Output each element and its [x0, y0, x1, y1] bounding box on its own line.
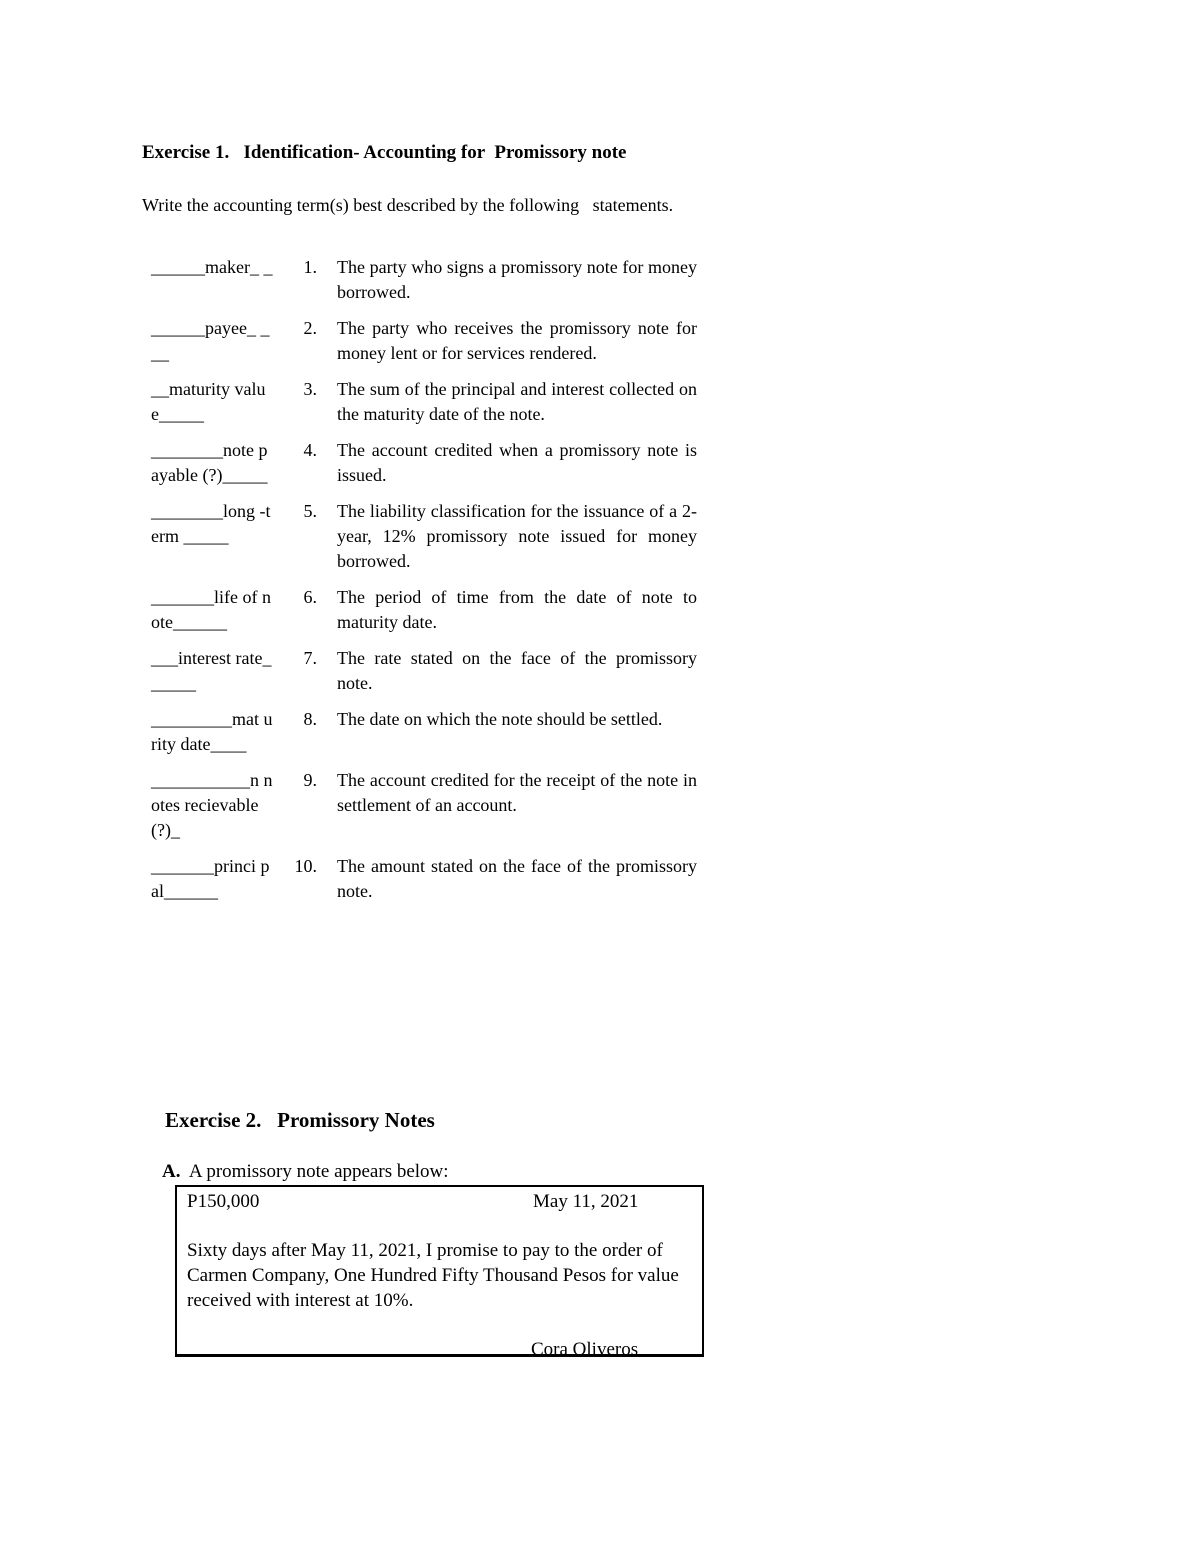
part-a-text: A promissory note appears below:: [180, 1161, 449, 1182]
list-item: [151, 316, 711, 366]
list-item: [151, 646, 711, 696]
note-body: Sixty days after May 11, 2021, I promise to pay to the order of Carmen Company, One Hundred Fifty Thousand Pesos for value received with interest at 10%.: [187, 1240, 679, 1311]
answer-text: _________mat urity date____: [151, 709, 273, 754]
item-statement: The rate stated on the face of the promissory note.: [337, 648, 697, 693]
item-statement: The account credited when a promissory note is issued.: [337, 440, 697, 485]
item-statement: The date on which the note should be settled.: [337, 709, 663, 729]
promissory-note-box: [175, 1185, 704, 1360]
exercise-2-title: Exercise 2. Promissory Notes: [165, 1108, 435, 1132]
note-signature: Cora Oliveros: [531, 1339, 639, 1360]
identification-list: [151, 255, 711, 915]
answer-text: ___interest rate______: [151, 648, 272, 693]
item-number: 2.: [303, 318, 317, 338]
answer-text: ______maker_ _: [151, 257, 273, 277]
item-number: 8.: [303, 709, 317, 729]
item-statement: The party who signs a promissory note for money borrowed.: [337, 257, 697, 302]
part-a-letter: A.: [162, 1161, 181, 1182]
item-statement: The party who receives the promissory note for money lent or for services rendered.: [337, 318, 697, 363]
answer-text: ______payee_ ___: [151, 318, 270, 363]
list-item: [151, 585, 711, 635]
note-date: May 11, 2021: [533, 1191, 639, 1212]
list-item: [151, 768, 711, 843]
item-number: 5.: [303, 501, 317, 521]
item-statement: The amount stated on the face of the promissory note.: [337, 856, 697, 901]
answer-text: __maturity value_____: [151, 379, 266, 424]
item-number: 9.: [303, 770, 317, 790]
item-number: 10.: [294, 856, 317, 876]
item-statement: The liability classification for the issuance of a 2-year, 12% promissory note issued for money borrowed.: [337, 501, 697, 571]
answer-text: _______princi pal______: [151, 856, 270, 901]
item-statement: The sum of the principal and interest collected on the maturity date of the note.: [337, 379, 697, 424]
item-statement: The account credited for the receipt of the note in settlement of an account.: [337, 770, 697, 815]
item-number: 1.: [303, 257, 317, 277]
item-number: 3.: [303, 379, 317, 399]
item-number: 6.: [303, 587, 317, 607]
answer-text: ________note payable (?)_____: [151, 440, 268, 485]
item-statement: The period of time from the date of note to maturity date.: [337, 587, 697, 632]
part-a-heading: [162, 1161, 449, 1183]
note-amount: P150,000: [187, 1191, 260, 1212]
exercise-1-instructions: Write the accounting term(s) best described by the following statements.: [142, 195, 674, 215]
answer-text: ___________n notes recievable (?)_: [151, 770, 273, 840]
item-number: 7.: [303, 648, 317, 668]
list-item: [151, 854, 711, 904]
list-item: [151, 499, 711, 574]
list-item: [151, 255, 711, 305]
answer-text: ________long -term _____: [151, 501, 271, 546]
list-item: [151, 377, 711, 427]
list-item: [151, 707, 711, 757]
list-item: [151, 438, 711, 488]
item-number: 4.: [303, 440, 317, 460]
answer-text: _______life of note______: [151, 587, 271, 632]
exercise-1-title: Exercise 1. Identification- Accounting for Promissory note: [142, 142, 627, 163]
